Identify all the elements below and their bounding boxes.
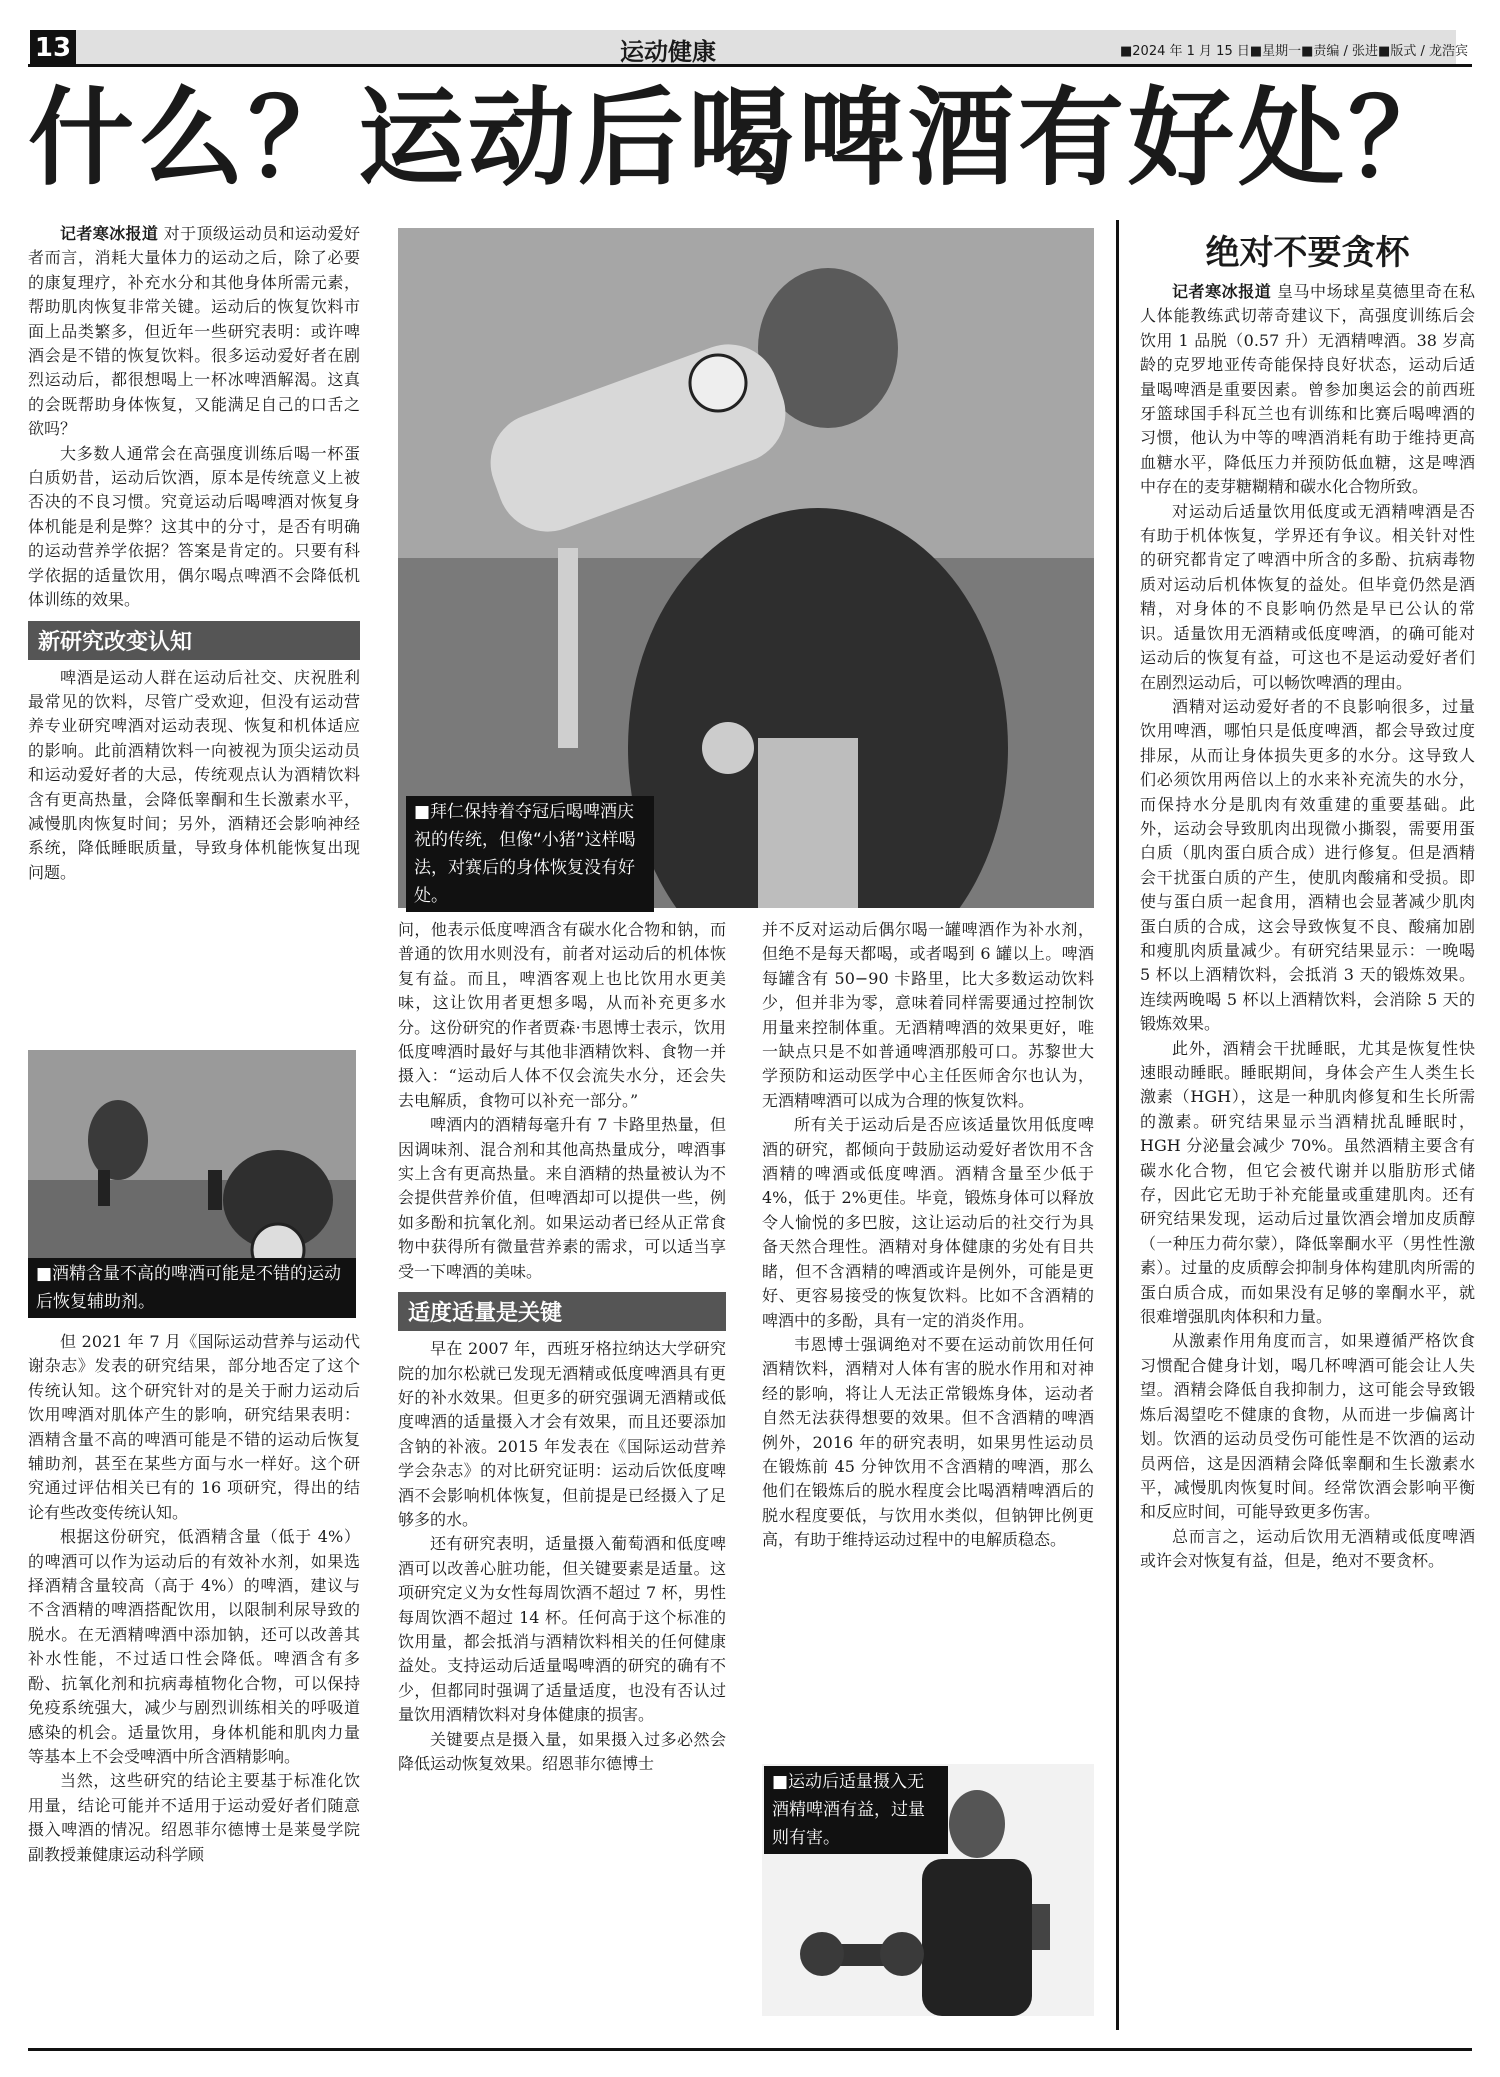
photo-caption-beer-recovery: ■酒精含量不高的啤酒可能是不错的运动后恢复辅助剂。 — [28, 1258, 356, 1318]
paragraph: 此外，酒精会干扰睡眠，尤其是恢复性快速眼动睡眠。睡眠期间，身体会产生人类生长激素（HGH），这是一种肌肉修复和生长所需的激素。研究结果显示当酒精扰乱睡眠时，HGH 分泌量会减少 70%。虽然酒精主要含有碳水化合物，但它会被代谢并以脂肪形式储存，因此它无助于补充能量或重建肌肉。还有研究结果发现，运动后过量饮酒会增加皮质醇（一种压力荷尔蒙），降低睾酮水平（男性性激素）。过量的皮质醇会抑制身体构建肌肉所需的蛋白质合成，而如果没有足够的睾酮水平，就很难增强肌肉体积和力量。 — [1140, 1038, 1475, 1327]
byline: 记者寒冰报道 — [60, 224, 159, 243]
paragraph: 啤酒是运动人群在运动后社交、庆祝胜利最常见的饮料，尽管广受欢迎，但没有运动营养专业研究啤酒对运动表现、恢复和机体适应的影响。此前酒精饮料一向被视为顶尖运动员和运动爱好者的大忌，传统观点认为酒精饮料含有更高热量，会降低睾酮和生长激素水平，减慢肌肉恢复时间；另外，酒精还会影响神经系统，降低睡眠质量，导致身体机能恢复出现问题。 — [28, 667, 360, 882]
paragraph: 啤酒内的酒精每毫升有 7 卡路里热量，但因调味剂、混合剂和其他高热量成分，啤酒事实上含有更高热量。来自酒精的热量被认为不会提供营养价值，但啤酒却可以提供一些，例如多酚和抗氧化剂。如果运动者已经从正常食物中获得所有微量营养素的需求，可以适当享受一下啤酒的美味。 — [398, 1115, 726, 1281]
photo-caption-bayern: ■拜仁保持着夺冠后喝啤酒庆祝的传统，但像“小猪”这样喝法，对赛后的身体恢复没有好处。 — [406, 796, 654, 912]
footer-rule — [28, 2048, 1472, 2051]
paragraph: 早在 2007 年，西班牙格拉纳达大学研究院的加尔松就已发现无酒精或低度啤酒具有更好的补水效果。但更多的研究强调无酒精或低度啤酒的适量摄入才会有效果，而且还要添加含钠的补液。2015 年发表在《国际运动营养学会杂志》的对比研究证明：运动后饮低度啤酒不会影响机体恢复，但前提是已经摄入了足够多的水。 — [398, 1339, 726, 1529]
paragraph: 问，他表示低度啤酒含有碳水化合物和钠，而普通的饮用水则没有，前者对运动后的机体恢复有益。而且，啤酒客观上也比饮用水更美味，这让饮用者更想多喝，从而补充更多水分。这份研究的作者贾森·韦恩博士表示，饮用低度啤酒时最好与其他非酒精饮料、食物一并摄入：“运动后人体不仅会流失水分，还会失去电解质，食物可以补充一部分。” — [398, 920, 726, 1110]
paragraph: 还有研究表明，适量摄入葡萄酒和低度啤酒可以改善心脏功能，但关键要素是适量。这项研究定义为女性每周饮酒不超过 7 杯，男性每周饮酒不超过 14 杯。任何高于这个标准的饮用量，都会抵消与酒精饮料相关的任何健康益处。支持运动后适量喝啤酒的研究的确有不少，但都同时强调了适量适度，也没有否认过量饮用酒精饮料对身体健康的损害。 — [398, 1534, 726, 1725]
paragraph: 当然，这些研究的结论主要基于标准化饮用量，结论可能并不适用于运动爱好者们随意摄入啤酒的情况。绍恩菲尔德博士是莱曼学院副教授兼健康运动科学顾 — [28, 1771, 360, 1864]
left-column — [28, 222, 360, 885]
paragraph: 从激素作用角度而言，如果遵循严格饮食习惯配合健身计划，喝几杯啤酒可能会让人失望。酒精会降低自我抑制力，这可能会导致锻炼后渴望吃不健康的食物，从而进一步偏离计划。饮酒的运动员受伤可能性是不饮酒的运动员两倍，这是因酒精会降低睾酮和生长激素水平，减慢肌肉恢复时间。经常饮酒会影响平衡和反应时间，可能导致更多伤害。 — [1140, 1331, 1475, 1522]
paragraph: 并不反对运动后偶尔喝一罐啤酒作为补水剂，但绝不是每天都喝，或者喝到 6 罐以上。啤酒每罐含有 50−90 卡路里，比大多数运动饮料少，但并非为零，意味着同样需要通过控制饮用量来控制体重。无酒精啤酒的效果更好，唯一缺点只是不如普通啤酒那般可口。苏黎世大学预防和运动医学中心主任医师舍尔也认为，无酒精啤酒可以成为合理的恢复饮料。 — [762, 920, 1094, 1110]
paragraph: 对运动后适量饮用低度或无酒精啤酒是否有助于机体恢复，学界还有争议。相关针对性的研究都肯定了啤酒中所含的多酚、抗病毒物质对运动后机体恢复的益处。但毕竟仍然是酒精，对身体的不良影响仍然是早已公认的常识。适量饮用无酒精或低度啤酒，的确可能对运动后的恢复有益，可这也不是运动爱好者们在剧烈运动后，可以畅饮啤酒的理由。 — [1140, 501, 1475, 692]
sidebar-column — [1140, 280, 1475, 1574]
sidebar-lead: 记者寒冰报道 皇马中场球星莫德里奇在私人体能教练武切蒂奇建议下，高强度训练后会饮用 1 品脱（0.57 升）无酒精啤酒。38 岁高龄的克罗地亚传奇能保持良好状态，运动后适量喝啤酒是重要因素。曾参加奥运会的前西班牙篮球国手科瓦兰也有训练和比赛后喝啤酒的习惯，他认为中等的啤酒消耗有助于维持更高血糖水平，降低压力并预防低血糖，这是啤酒中存在的麦芽糖糊精和碳水化合物所致。 — [1140, 282, 1475, 497]
middle-column — [398, 918, 726, 1776]
subhead-moderation: 适度适量是关键 — [398, 1292, 726, 1331]
lead-paragraph: 记者寒冰报道 对于顶级运动员和运动爱好者而言，消耗大量体力的运动之后，除了必要的康复理疗，补充水分和其他身体所需元素，帮助肌肉恢复非常关键。运动后的恢复饮料市面上品类繁多，但近年一些研究表明：或许啤酒会是不错的恢复饮料。很多运动爱好者在剧烈运动后，都很想喝上一杯冰啤酒解渴。这真的会既帮助身体恢复，又能满足自己的口舌之欲吗？ — [28, 224, 360, 439]
paragraph: 根据这份研究，低酒精含量（低于 4%）的啤酒可以作为运动后的有效补水剂，如果选择酒精含量较高（高于 4%）的啤酒，建议与不含酒精的啤酒搭配饮用，以限制利尿导致的脱水。在无酒精啤酒中添加钠，还可以改善其补水性能，不过适口性会降低。啤酒含有多酚、抗氧化剂和抗病毒植物化合物，可以保持免疫系统强大，减少与剧烈训练相关的呼吸道感染的机会。适量饮用，身体机能和肌肉力量等基本上不会受啤酒中所含酒精影响。 — [28, 1527, 360, 1766]
photo-caption-bodybuilder: ■运动后适量摄入无酒精啤酒有益，过量则有害。 — [764, 1766, 948, 1854]
page-number: 13 — [30, 30, 76, 66]
paragraph: 但 2021 年 7 月《国际运动营养与运动代谢杂志》发表的研究结果，部分地否定了这个传统认知。这个研究针对的是关于耐力运动后饮用啤酒对肌体产生的影响，研究结果表明：酒精含量不高的啤酒可能是不错的运动后恢复辅助剂，甚至在某些方面与水一样好。这个研究通过评估相关已有的 16 项研究，得出的结论有些改变传统认知。 — [28, 1332, 360, 1522]
paragraph: 关键要点是摄入量，如果摄入过多必然会降低运动恢复效果。绍恩菲尔德博士 — [398, 1729, 726, 1773]
third-column — [762, 918, 1094, 1553]
subhead-new-research: 新研究改变认知 — [28, 621, 360, 660]
sidebar-title: 绝对不要贪杯 — [1205, 233, 1410, 273]
section-name: 运动健康 — [620, 38, 716, 66]
left-column-lower — [28, 1330, 360, 1867]
paragraph: 大多数人通常会在高强度训练后喝一杯蛋白质奶昔，运动后饮酒，原本是传统意义上被否决的不良习惯。究竟运动后喝啤酒对恢复身体机能是利是弊？这其中的分寸，是否有明确的运动营养学依据？答案是肯定的。只要有科学依据的适量饮用，偶尔喝点啤酒不会降低机体训练的效果。 — [28, 443, 360, 610]
dateline: ■2024 年 1 月 15 日■星期一■责编 / 张进■版式 / 龙浩宾 — [1120, 44, 1468, 59]
sidebar-byline: 记者寒冰报道 — [1172, 282, 1272, 301]
paragraph: 酒精对运动爱好者的不良影响很多，过量饮用啤酒，哪怕只是低度啤酒，都会导致过度排尿，从而让身体损失更多的水分。这导致人们必须饮用两倍以上的水来补充流失的水分，而保持水分是肌肉有效重建的重要基础。此外，运动会导致肌肉出现微小撕裂，需要用蛋白质（肌肉蛋白质合成）进行修复。但是酒精会干扰蛋白质的产生，使肌肉酸痛和受损。即使与蛋白质一起食用，酒精也会显著减少肌肉蛋白质的合成，这会导致恢复不良、酸痛加剧和瘦肌肉质量减少。有研究结果显示：一晚喝 5 杯以上酒精饮料，会抵消 3 天的锻炼效果。连续两晚喝 5 杯以上酒精饮料，会消除 5 天的锻炼效果。 — [1140, 696, 1475, 1034]
paragraph: 总而言之，运动后饮用无酒精或低度啤酒或许会对恢复有益，但是，绝对不要贪杯。 — [1140, 1526, 1475, 1571]
paragraph: 韦恩博士强调绝对不要在运动前饮用任何酒精饮料，酒精对人体有害的脱水作用和对神经的影响，将让人无法正常锻炼身体，运动者自然无法获得想要的效果。但不含酒精的啤酒例外，2016 年的研究表明，如果男性运动员在锻炼前 45 分钟饮用不含酒精的啤酒，那么他们在锻炼后的脱水程度会比喝酒精啤酒后的脱水程度要低，与饮用水类似，但钠钾比例更高，有助于维持运动过程中的电解质稳态。 — [762, 1334, 1094, 1550]
paragraph: 所有关于运动后是否应该适量饮用低度啤酒的研究，都倾向于鼓励运动爱好者饮用不含酒精的啤酒或低度啤酒。酒精含量至少低于 4%，低于 2%更佳。毕竟，锻炼身体可以释放令人愉悦的多巴胺，这让运动后的社交行为具备天然合理性。酒精对身体健康的劣处有目共睹，但不含酒精的啤酒或许是例外，可能是更好、更容易接受的恢复饮料。比如不含酒精的啤酒中的多酚，具有一定的消炎作用。 — [762, 1115, 1094, 1330]
headline: 什么？运动后喝啤酒有好处？ — [28, 75, 1458, 200]
header-rule — [28, 30, 1472, 67]
sidebar-divider — [1116, 220, 1119, 2030]
